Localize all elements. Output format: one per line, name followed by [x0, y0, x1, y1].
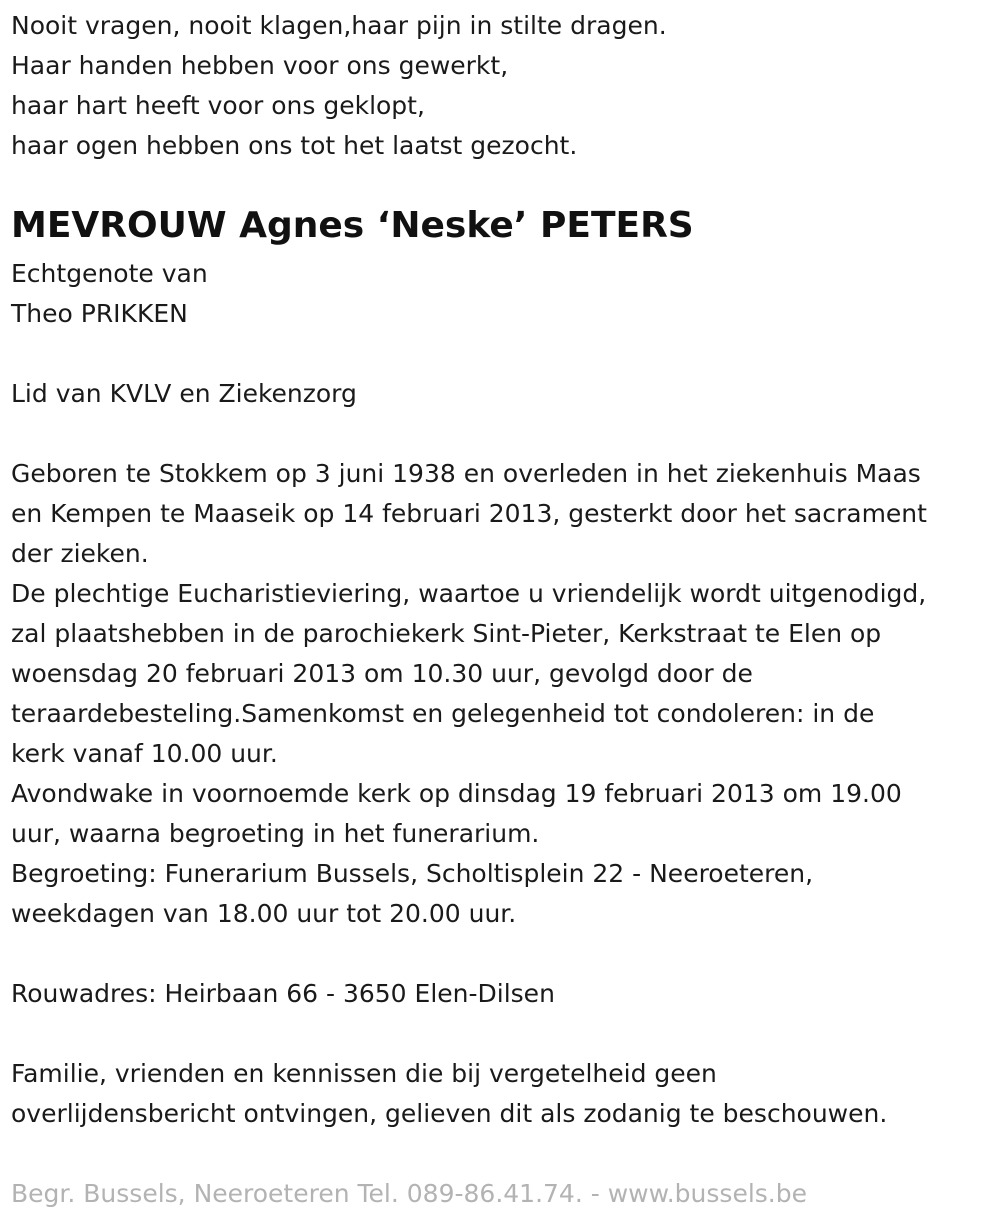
poem	[11, 6, 667, 166]
details-line: teraardebesteling.Samenkomst en gelegenheid tot condoleren: in de	[11, 699, 875, 728]
details-line: uur, waarna begroeting in het funerarium.	[11, 819, 540, 848]
notice-line: Familie, vrienden en kennissen die bij vergetelheid geen	[11, 1059, 717, 1088]
details-line: De plechtige Eucharistieviering, waartoe u vriendelijk wordt uitgenodigd,	[11, 579, 927, 608]
membership	[11, 374, 357, 414]
details-line: kerk vanaf 10.00 uur.	[11, 739, 278, 768]
spouse-block	[11, 254, 208, 334]
poem-line: Nooit vragen, nooit klagen,haar pijn in stilte dragen.	[11, 11, 667, 40]
poem-line: haar ogen hebben ons tot het laatst gezocht.	[11, 131, 578, 160]
funeral-details	[11, 454, 927, 934]
details-line: en Kempen te Maaseik op 14 februari 2013, gesterkt door het sacrament	[11, 499, 927, 528]
poem-line: haar hart heeft voor ons geklopt,	[11, 91, 425, 120]
footer-text: Begr. Bussels, Neeroeteren Tel. 089-86.41.74. - www.bussels.be	[11, 1179, 807, 1208]
details-line: zal plaatshebben in de parochiekerk Sint-Pieter, Kerkstraat te Elen op	[11, 619, 882, 648]
funeral-home-footer	[11, 1174, 807, 1214]
details-line: weekdagen van 18.00 uur tot 20.00 uur.	[11, 899, 517, 928]
details-line: Geboren te Stokkem op 3 juni 1938 en overleden in het ziekenhuis Maas	[11, 459, 921, 488]
details-line: der zieken.	[11, 539, 149, 568]
spouse-label: Echtgenote van	[11, 259, 208, 288]
deceased-name: MEVROUW Agnes ‘Neske’ PETERS	[11, 205, 694, 246]
mourning-address	[11, 974, 555, 1014]
membership-text: Lid van KVLV en Ziekenzorg	[11, 379, 357, 408]
details-line: Avondwake in voornoemde kerk op dinsdag 19 februari 2013 om 19.00	[11, 779, 902, 808]
details-line: Begroeting: Funerarium Bussels, Scholtisplein 22 - Neeroeteren,	[11, 859, 814, 888]
address-text: Rouwadres: Heirbaan 66 - 3650 Elen-Dilsen	[11, 979, 555, 1008]
details-line: woensdag 20 februari 2013 om 10.30 uur, gevolgd door de	[11, 659, 753, 688]
family-notice	[11, 1054, 887, 1134]
spouse-name: Theo PRIKKEN	[11, 299, 188, 328]
notice-line: overlijdensbericht ontvingen, gelieven dit als zodanig te beschouwen.	[11, 1099, 888, 1128]
poem-line: Haar handen hebben voor ons gewerkt,	[11, 51, 509, 80]
